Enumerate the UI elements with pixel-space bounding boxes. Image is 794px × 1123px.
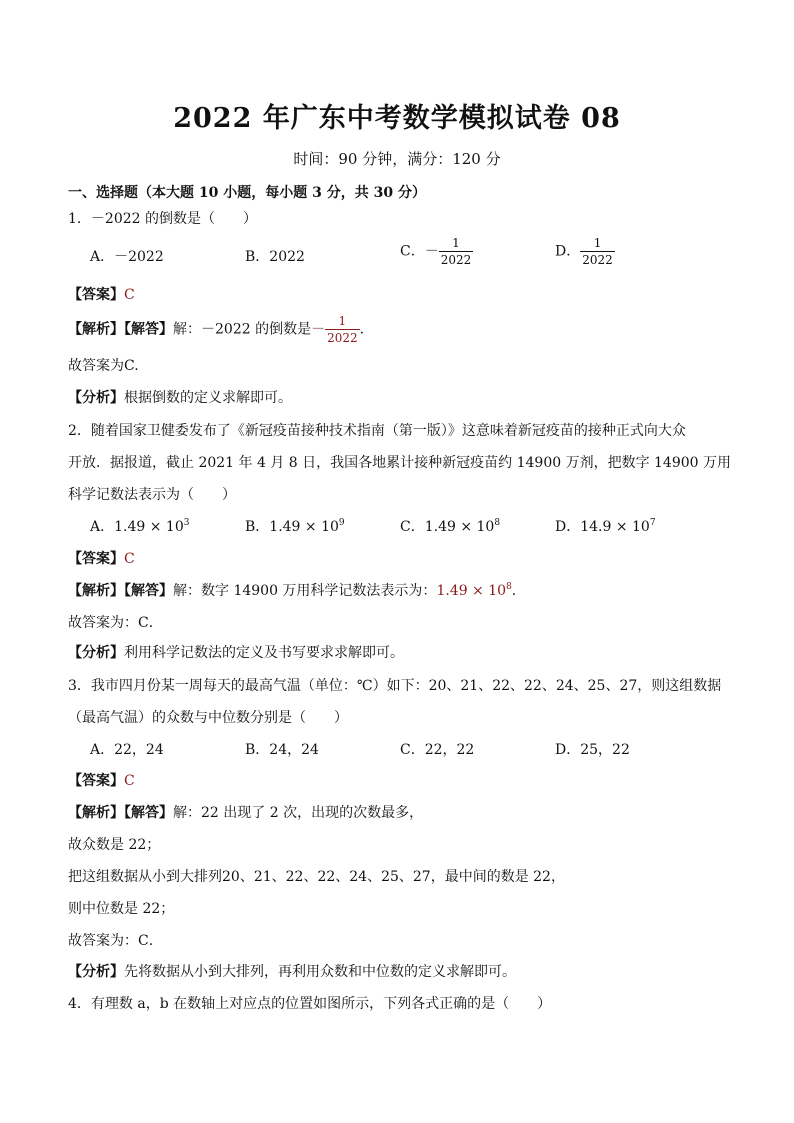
analysis-fraction — [325, 315, 360, 344]
note-text: 根据倒数的定义求解即可。 — [124, 390, 292, 406]
q2-conclusion: 故答案为：C． — [68, 615, 163, 631]
question-3-stem-line-2: （最高气温）的众数与中位数分别是（ ） — [68, 710, 348, 726]
question-4-stem: 4．有理数 a，b 在数轴上对应点的位置如图所示，下列各式正确的是（ ） — [68, 996, 552, 1012]
q3-option-d: D．25，22 — [555, 742, 630, 758]
analysis-tag: 【解析】【解答】 — [68, 321, 173, 338]
q3-answer — [68, 770, 135, 790]
note-tag: 【分析】 — [68, 390, 124, 406]
option-exponent: 9 — [338, 518, 345, 528]
q3-analysis-line-3: 把这组数据从小到大排列20、21、22、22、24、25、27，最中间的数是 22， — [68, 869, 565, 885]
note-tag: 【分析】 — [68, 964, 124, 980]
analysis-tag: 【解析】【解答】 — [68, 583, 173, 599]
answer-tag: 【答案】 — [68, 551, 124, 567]
q3-option-a: A．22，24 — [90, 742, 164, 758]
q1-option-c — [400, 237, 473, 266]
option-text: D．14.9 × 10 — [555, 519, 650, 535]
q1-option-d-fraction — [580, 237, 615, 266]
q3-analysis-line-4: 则中位数是 22； — [68, 901, 175, 917]
option-exponent: 8 — [494, 518, 501, 528]
page-title: 2022 年广东中考数学模拟试卷 08 — [173, 103, 621, 134]
answer-value: C — [124, 287, 135, 303]
note-text: 利用科学记数法的定义及书写要求求解即可。 — [124, 645, 404, 661]
q3-analysis — [68, 802, 423, 822]
note-tag: 【分析】 — [68, 645, 124, 661]
answer-value: C — [124, 551, 135, 567]
analysis-tag: 【解析】【解答】 — [68, 805, 173, 821]
fraction-denominator: 2022 — [327, 331, 358, 345]
answer-value: C — [124, 773, 135, 789]
fraction-numerator: 1 — [580, 237, 615, 252]
exam-subtitle: 时间：90 分钟，满分：120 分 — [293, 150, 501, 168]
q1-conclusion: 故答案为C. — [68, 358, 139, 374]
q2-analysis — [68, 580, 516, 600]
analysis-text: 解：数字 14900 万用科学记数法表示为： — [173, 583, 437, 599]
q1-answer — [68, 284, 135, 304]
q2-option-d — [555, 516, 656, 536]
analysis-text: 解：22 出现了 2 次，出现的次数最多， — [173, 805, 424, 821]
q2-option-b — [245, 516, 345, 536]
q1-option-b: B．2022 — [245, 249, 305, 265]
option-exponent: 3 — [183, 518, 190, 528]
analysis-exponent: 8 — [506, 582, 512, 592]
question-3-stem-line-1: 3．我市四月份某一周每天的最高气温（单位：℃）如下：20、21、22、22、24、25、27，则这组数据 — [68, 678, 722, 694]
q1-analysis — [68, 315, 364, 344]
q3-option-b: B．24，24 — [245, 742, 319, 758]
q2-option-a — [90, 516, 189, 536]
q3-note — [68, 961, 516, 981]
analysis-sign: － — [311, 321, 326, 338]
section-heading: 一、选择题（本大题 10 小题，每小题 3 分，共 30 分） — [68, 185, 426, 201]
q3-analysis-line-2: 故众数是 22； — [68, 837, 161, 853]
q1-option-d-prefix: D． — [555, 243, 581, 260]
note-text: 先将数据从小到大排列，再利用众数和中位数的定义求解即可。 — [124, 964, 516, 980]
analysis-text: 解：－2022 的倒数是 — [173, 321, 312, 338]
q3-option-c: C．22，22 — [400, 742, 475, 758]
q2-option-c — [400, 516, 500, 536]
fraction-denominator: 2022 — [582, 253, 613, 267]
question-1-stem: 1．－2022 的倒数是（ ） — [68, 211, 257, 227]
option-text: B．1.49 × 10 — [245, 519, 339, 535]
answer-tag: 【答案】 — [68, 287, 124, 303]
fraction-numerator: 1 — [325, 315, 360, 330]
analysis-end: . — [511, 583, 517, 599]
question-2-stem-line-2: 开放．据报道，截止 2021 年 4 月 8 日，我国各地累计接种新冠疫苗约 14900 万剂，把数字 14900 万用 — [68, 455, 732, 471]
option-text: A．1.49 × 10 — [90, 519, 184, 535]
question-2-stem-line-3: 科学记数法表示为（ ） — [68, 487, 236, 503]
fraction-denominator: 2022 — [440, 253, 472, 267]
q3-conclusion: 故答案为：C． — [68, 933, 163, 949]
fraction-numerator: 1 — [439, 237, 474, 252]
answer-tag: 【答案】 — [68, 773, 124, 789]
q1-note — [68, 387, 292, 407]
q1-option-d — [555, 237, 615, 266]
option-text: C．1.49 × 10 — [400, 519, 495, 535]
option-exponent: 7 — [649, 518, 656, 528]
q1-option-c-fraction — [439, 237, 474, 266]
q1-option-a: A．－2022 — [90, 249, 164, 265]
q2-answer — [68, 548, 135, 568]
analysis-end: . — [359, 321, 365, 338]
question-2-stem-line-1: 2．随着国家卫健委发布了《新冠疫苗接种技术指南（第一版）》这意味着新冠疫苗的接种正式向大众 — [68, 423, 686, 439]
analysis-value: 1.49 × 10 — [436, 583, 507, 599]
q2-note — [68, 642, 404, 662]
q1-option-c-prefix: C．－ — [400, 243, 439, 260]
